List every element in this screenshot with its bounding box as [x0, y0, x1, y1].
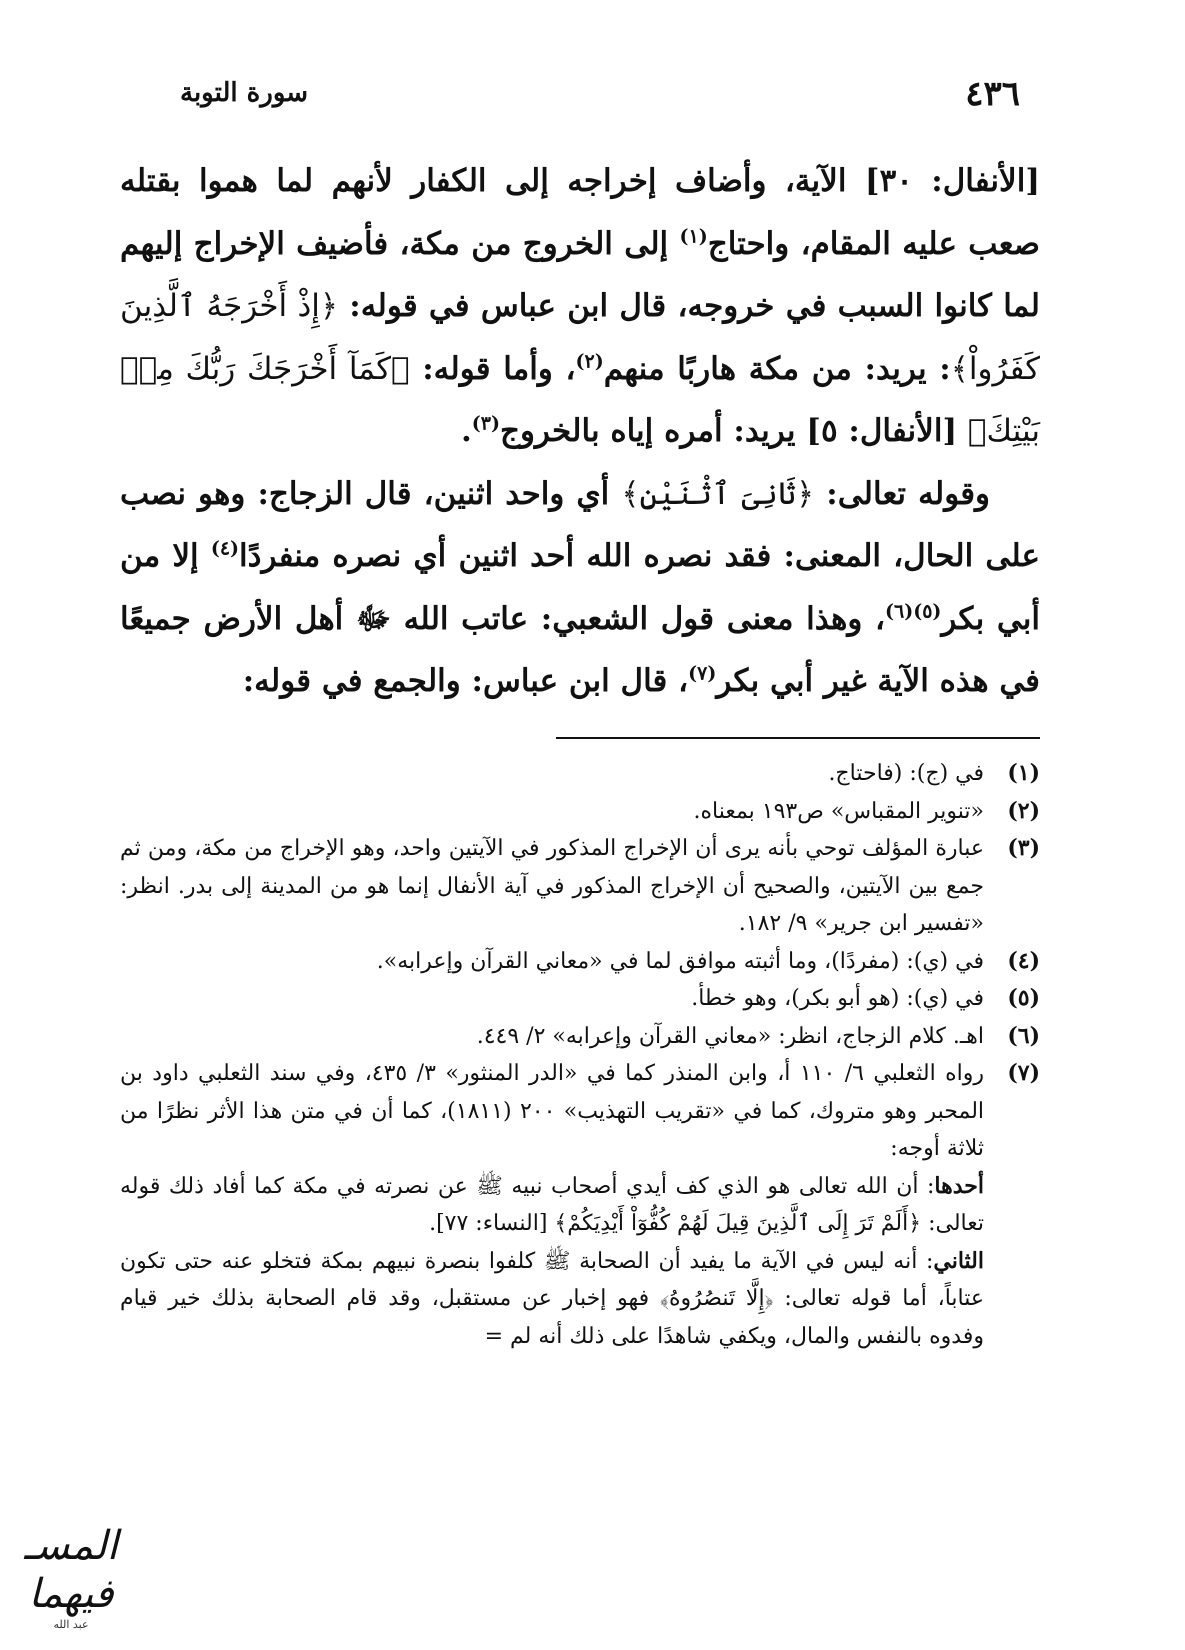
footnote-text: رواه الثعلبي ٦/ ١١٠ أ، وابن المنذر كما في «الدر المنثور» ٣/ ٤٣٥، وفي سند الثعلبي داود بن المحبر وهو متروك، كما في «تقريب التهذيب» ٢٠٠ (١٨١١)، كما أن في متن هذا الأثر نظرًا من ثلاثة أوجه: أحدها: أن الله تعالى هو الذي كف أيدي أصحاب نبيه ﷺ عن نصرته في مكة كما أفاد ذلك قوله تعالى: ﴿أَلَمْ تَرَ إِلَى ٱلَّذِينَ قِيلَ لَهُمْ كُفُّوٓاْ أَيْدِيَكُمْ﴾ [النساء: ٧٧]. الثاني: أنه ليس في الآية ما يفيد أن الصحابة ﷺ كلفوا بنصرة نبيهم بمكة فتخلو عنه حتى تكون عتاباً، أما قوله تعالى: ﴿إِلَّا تَنصُرُوهُ﴾ فهو إخبار عن مستقبل، وقد قام الصحابة بذلك خير قيام وفدوه بالنفس والمال، ويكفي شاهدًا على ذلك أنه لم =	[120, 1061, 985, 1349]
footnote-ref-4[interactable]: (٤)	[210, 537, 240, 560]
footnotes	[120, 755, 1040, 1355]
footnote-separator	[556, 737, 1040, 739]
paragraph-1: [الأنفال: ٣٠] الآية، وأضاف إخراجه إلى الكفار لأنهم لما هموا بقتله صعب عليه المقام، واحتاج$^{(١)}$ إلى الخروج من مكة، فأضيف الإخراج إليهم لما كانوا السبب في خروجه، قال ابن عباس في قوله: ﴿إِذْ أَخْرَجَهُ ٱلَّذِينَ كَفَرُواْ﴾: يريد: من مكة هاربًا منهم$^{(٢)}$، وأما قوله: ﴿كَمَآ أَخْرَجَكَ رَبُّكَ مِنۢ بَيْتِكَ﴾ [الأنفال: ٥] يريد: أمره إياه بالخروج$^{(٣)}$.	[120, 163, 1041, 449]
footnote-ref-2[interactable]: (٢)	[575, 350, 604, 373]
point-label: أحدها	[934, 1172, 984, 1199]
footnote-number: (٣)	[1007, 835, 1040, 861]
footnote-ref-7[interactable]: (٧)	[688, 662, 717, 685]
footnote-ref-1[interactable]: (١)	[679, 225, 708, 248]
footnote-number: (٤)	[1007, 947, 1040, 974]
footnote	[120, 755, 1040, 793]
footnote-number: (٧)	[1007, 1060, 1040, 1086]
footnote-ref-3[interactable]: (٣)	[471, 412, 500, 435]
quran-quote: ﴿كَمَآ أَخْرَجَكَ رَبُّكَ مِنۢ بَيْتِكَ﴾	[120, 350, 1040, 449]
footnote-number: (٥)	[1007, 985, 1040, 1011]
point-label: الثاني	[933, 1247, 984, 1274]
footnote	[120, 1018, 1040, 1056]
running-title: سورة التوبة	[180, 78, 309, 108]
footnote-number: (٦)	[1007, 1022, 1040, 1049]
page-header	[180, 70, 1040, 120]
quran-quote: ﴿ثَانِىَ ٱثْنَيْنِ﴾	[621, 475, 815, 512]
footnote-text: اهـ. كلام الزجاج، انظر: «معاني القرآن وإعرابه» ٢/ ٤٤٩.	[476, 1023, 984, 1049]
footnote-text: في (ي): (هو أبو بكر)، وهو خطأ.	[691, 986, 984, 1011]
main-text	[120, 150, 1040, 713]
footnote	[120, 980, 1040, 1018]
footnote	[120, 793, 1040, 831]
footnote-text: «تنوير المقباس» ص١٩٣ بمعناه.	[693, 798, 984, 824]
footnote-ref-5-6[interactable]: (٥)(٦)	[885, 600, 942, 623]
footnote-number: (٢)	[1007, 797, 1040, 824]
paragraph-2: وقوله تعالى: ﴿ثَانِىَ ٱثْنَيْنِ﴾ أي واحد اثنين، قال الزجاج: وهو نصب على الحال، المعنى: فقد نصره الله أحد اثنين أي نصره منفردًا$^{(٤)}$ إلا من أبي بكر$^{(٥)(٦)}$، وهذا معنى قول الشعبي: عاتب الله ﷻ أهل الأرض جميعًا في هذه الآية غير أبي بكر$^{(٧)}$، قال ابن عباس: والجمع في قوله:	[120, 475, 1040, 699]
footnote	[120, 943, 1040, 981]
publisher-watermark-logo: المسـ فيهما عبد الله	[24, 1523, 118, 1631]
footnote	[120, 830, 1040, 943]
footnote	[120, 1055, 1040, 1355]
footnote-text: عبارة المؤلف توحي بأنه يرى أن الإخراج المذكور في الآيتين واحد، وهو الإخراج من مكة، ومن ثم جمع بين الآيتين، والصحيح أن الإخراج المذكور في آية الأنفال إنما هو من المدينة إلى بدر. انظر: «تفسير ابن جرير» ٩/ ١٨٢.	[120, 836, 984, 936]
page-number: ٤٣٦	[965, 74, 1020, 114]
quran-quote: ﴿إِذْ أَخْرَجَهُ ٱلَّذِينَ كَفَرُواْ﴾	[120, 288, 1041, 387]
footnote-text: في (ج): (فاحتاج.	[828, 761, 984, 786]
footnote-text: في (ي): (مفردًا)، وما أثبته موافق لما في «معاني القرآن وإعرابه».	[376, 948, 984, 974]
footnote-number: (١)	[1007, 760, 1040, 786]
